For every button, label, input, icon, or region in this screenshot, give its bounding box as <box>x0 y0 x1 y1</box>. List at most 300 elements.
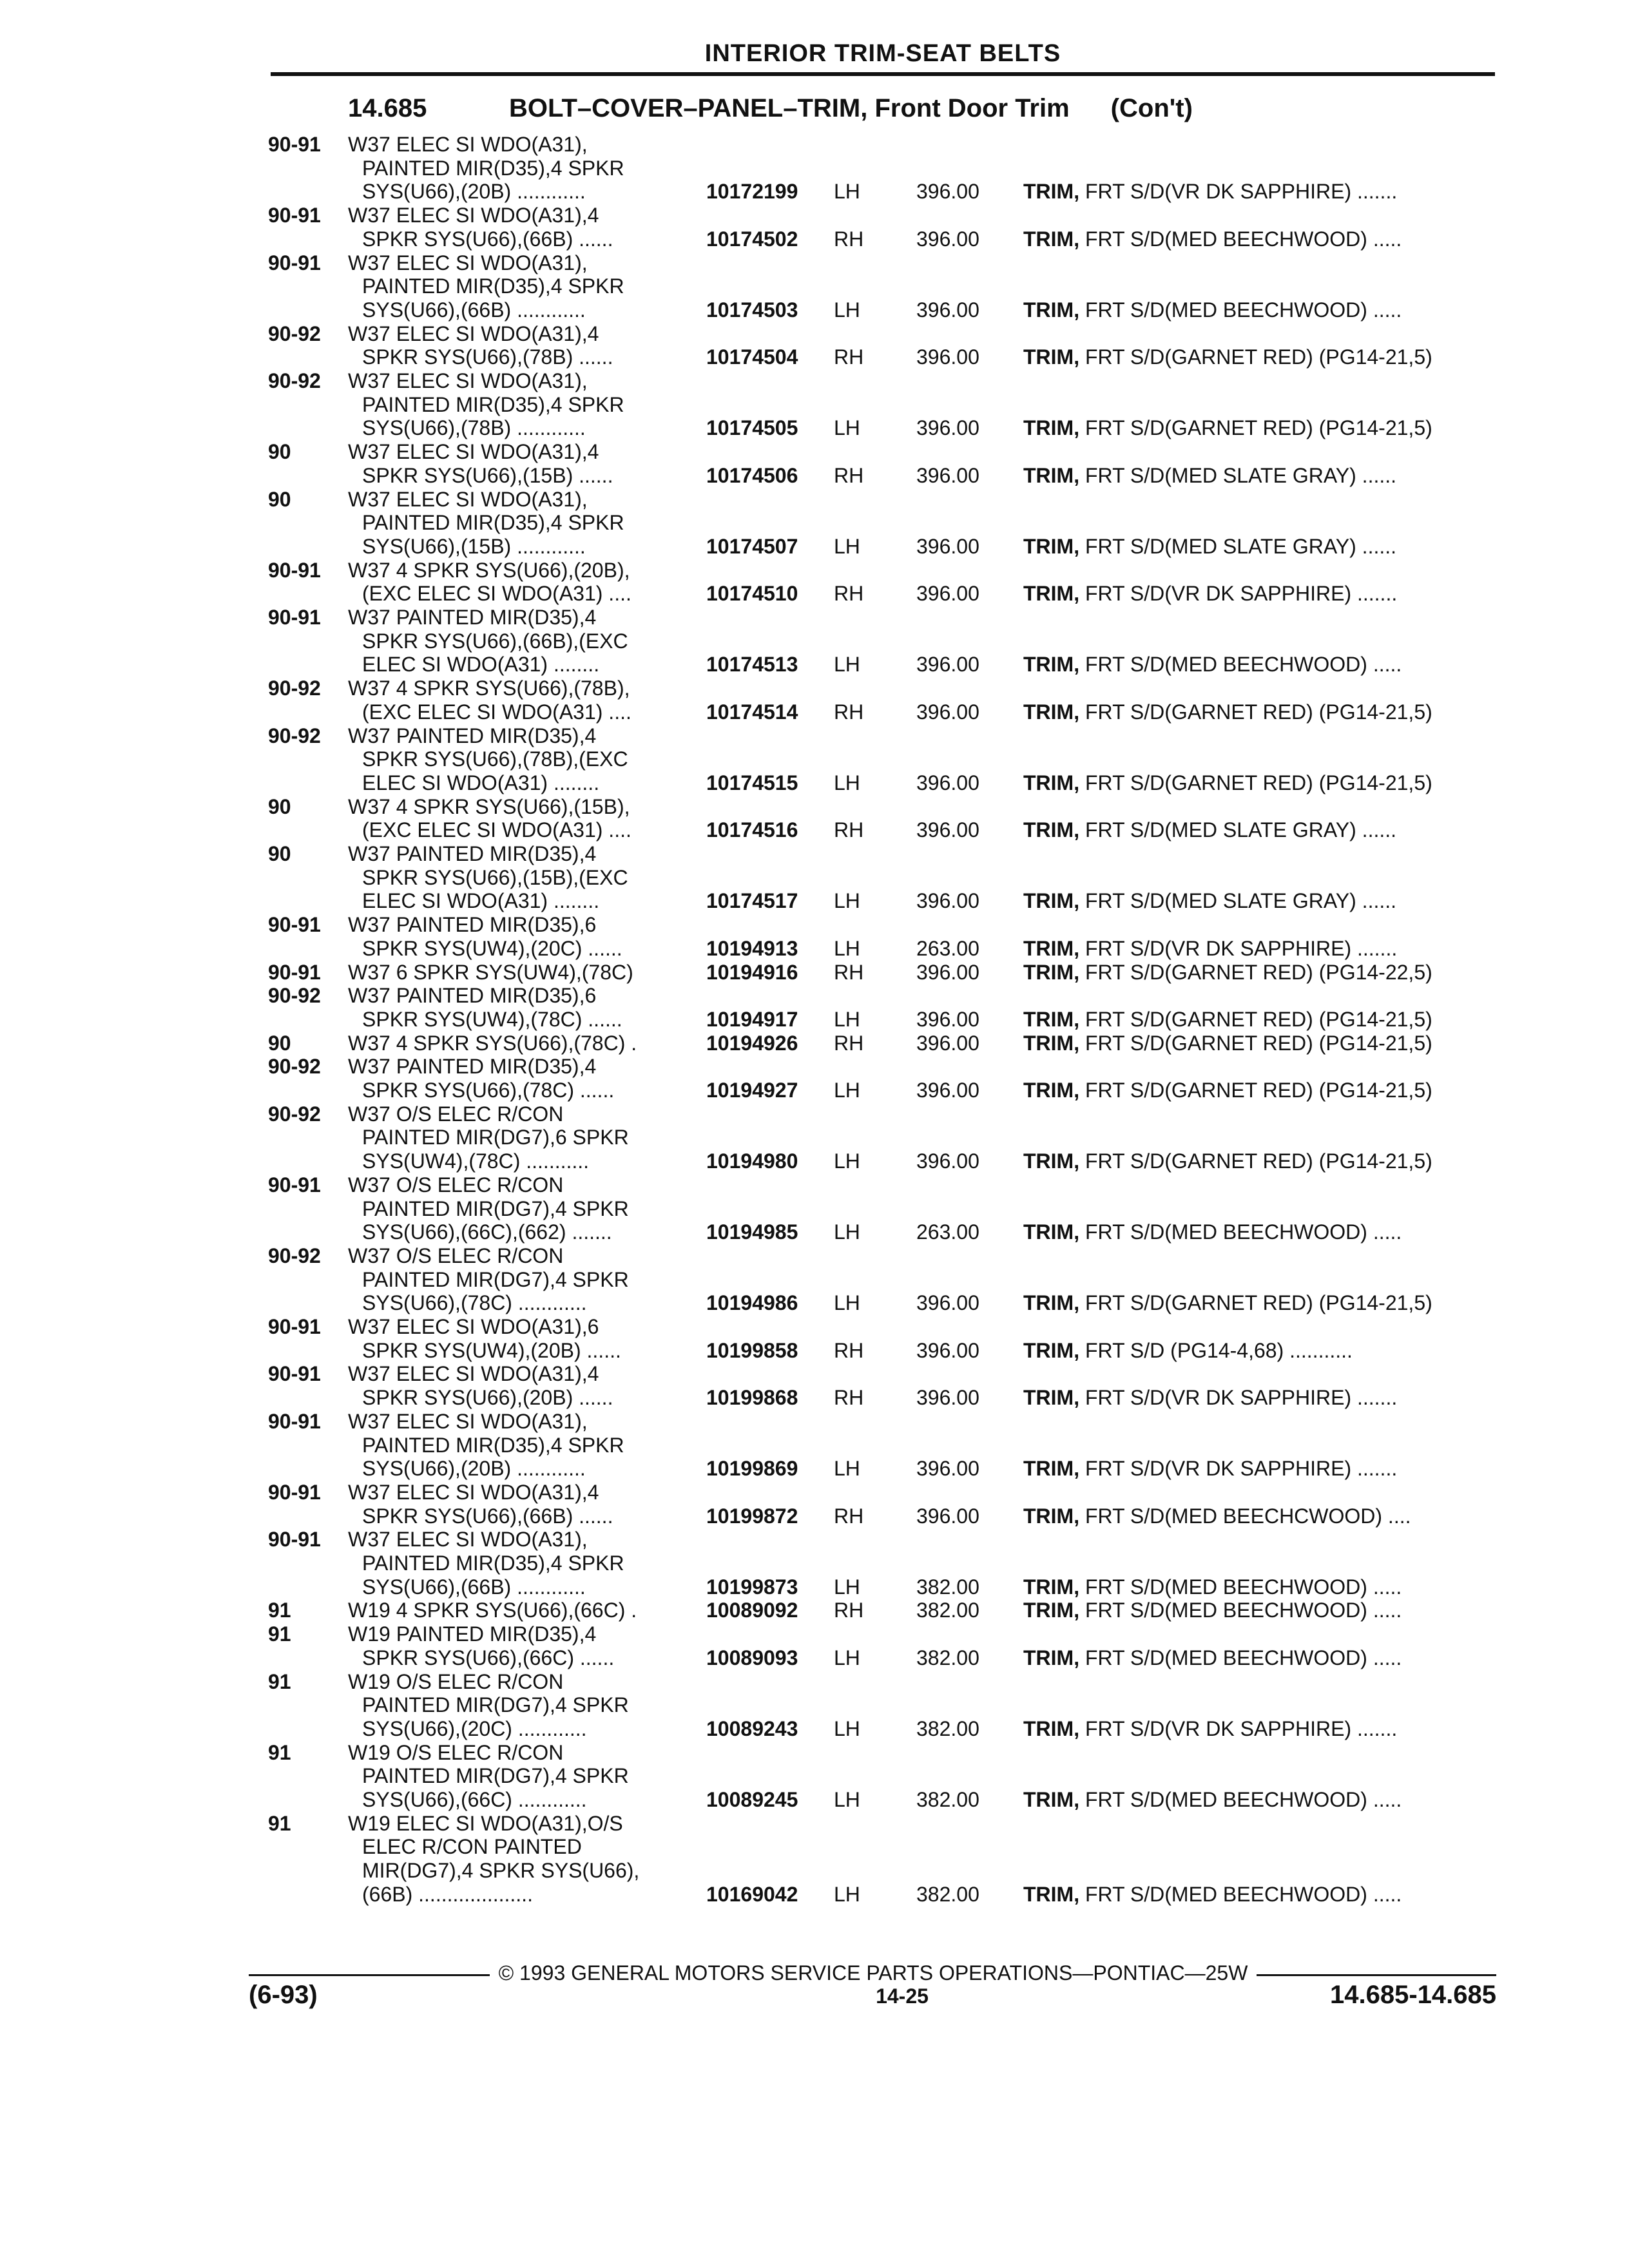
note-prefix: TRIM, <box>1023 960 1080 984</box>
model-years: 90-91 <box>268 133 321 156</box>
note-text: FRT S/D(MED SLATE GRAY) ...... <box>1079 534 1397 558</box>
quantity: 263.00 <box>916 1220 979 1244</box>
description-line: (66B) .................... <box>362 1882 533 1906</box>
part-number: 10194916 <box>706 960 798 984</box>
quantity: 396.00 <box>916 1149 979 1173</box>
part-number: 10174515 <box>706 771 798 794</box>
side: RH <box>834 463 864 487</box>
note-text: FRT S/D(GARNET RED) (PG14-22,5) <box>1079 960 1432 984</box>
description-line: SYS(U66),(20B) ............ <box>362 180 586 204</box>
side: LH <box>834 298 860 322</box>
part-number: 10169042 <box>706 1882 798 1906</box>
side: LH <box>834 180 860 204</box>
description-line: SPKR SYS(U66),(66B),(EXC <box>362 629 628 653</box>
side: LH <box>834 653 860 677</box>
model-years: 90-91 <box>268 1480 321 1504</box>
side: LH <box>834 1575 860 1599</box>
note <box>1023 298 1402 322</box>
quantity: 396.00 <box>916 1504 979 1528</box>
model-years: 90-92 <box>268 1055 321 1079</box>
description-line: ELEC SI WDO(A31) ........ <box>362 771 600 794</box>
model-years: 90-92 <box>268 369 321 392</box>
description-line: W37 O/S ELEC R/CON <box>348 1244 564 1267</box>
note-prefix: TRIM, <box>1023 818 1080 842</box>
description-line: PAINTED MIR(DG7),6 SPKR <box>362 1126 629 1149</box>
quantity: 396.00 <box>916 534 979 558</box>
note-prefix: TRIM, <box>1023 463 1080 487</box>
model-years: 90-92 <box>268 677 321 700</box>
description-line: PAINTED MIR(D35),4 SPKR <box>362 274 624 298</box>
model-years: 90-91 <box>268 606 321 629</box>
note-prefix: TRIM, <box>1023 1575 1080 1599</box>
note-prefix: TRIM, <box>1023 1031 1080 1055</box>
description-line: PAINTED MIR(D35),4 SPKR <box>362 392 624 416</box>
quantity: 396.00 <box>916 180 979 204</box>
quantity: 396.00 <box>916 700 979 724</box>
description-line: SYS(U66),(66B) ............ <box>362 1575 586 1599</box>
note-text: FRT S/D(MED BEECHWOOD) ..... <box>1079 1599 1402 1622</box>
note-prefix: TRIM, <box>1023 534 1080 558</box>
side: RH <box>834 960 864 984</box>
side: RH <box>834 700 864 724</box>
note-prefix: TRIM, <box>1023 771 1080 794</box>
description-line: ELEC SI WDO(A31) ........ <box>362 889 600 913</box>
description-line: SYS(U66),(66C) ............ <box>362 1788 587 1811</box>
description-line: W37 ELEC SI WDO(A31), <box>348 133 588 156</box>
note-text: FRT S/D(MED BEECHWOOD) ..... <box>1079 1788 1402 1811</box>
note-prefix: TRIM, <box>1023 1716 1080 1740</box>
description-line: SPKR SYS(U66),(66B) ...... <box>362 1504 613 1528</box>
description-line: W19 O/S ELEC R/CON <box>348 1740 564 1764</box>
description-line: PAINTED MIR(DG7),4 SPKR <box>362 1196 629 1220</box>
side: LH <box>834 1079 860 1102</box>
description-line: W19 O/S ELEC R/CON <box>348 1669 564 1693</box>
model-years: 90-92 <box>268 724 321 747</box>
note-text: FRT S/D(MED BEECHWOOD) ..... <box>1079 1646 1402 1669</box>
part-number: 10089243 <box>706 1716 798 1740</box>
description-line: W37 PAINTED MIR(D35),4 <box>348 842 597 865</box>
footer-rule-right <box>1257 1974 1496 1976</box>
side: RH <box>834 227 864 251</box>
quantity: 382.00 <box>916 1882 979 1906</box>
description-line: ELEC R/CON PAINTED <box>362 1835 582 1859</box>
note-prefix: TRIM, <box>1023 345 1080 369</box>
note <box>1023 345 1432 369</box>
description-line: SPKR SYS(UW4),(20B) ...... <box>362 1338 621 1362</box>
description-line: PAINTED MIR(D35),4 SPKR <box>362 1433 624 1457</box>
model-years: 90-92 <box>268 1102 321 1126</box>
description-line: W37 PAINTED MIR(D35),4 <box>348 724 597 747</box>
description-line: SPKR SYS(U66),(78B),(EXC <box>362 747 628 771</box>
note <box>1023 1646 1402 1669</box>
description-line: W37 PAINTED MIR(D35),4 <box>348 606 597 629</box>
part-number: 10194927 <box>706 1079 798 1102</box>
quantity: 396.00 <box>916 416 979 440</box>
side: RH <box>834 1338 864 1362</box>
description-line: SYS(UW4),(78C) ........... <box>362 1149 590 1173</box>
model-years: 90-92 <box>268 984 321 1008</box>
description-line: ELEC SI WDO(A31) ........ <box>362 653 600 677</box>
description-line: MIR(DG7),4 SPKR SYS(U66), <box>362 1859 640 1883</box>
note-text: FRT S/D(MED SLATE GRAY) ...... <box>1079 889 1397 913</box>
description-line: W37 ELEC SI WDO(A31),4 <box>348 1480 599 1504</box>
description-line: PAINTED MIR(DG7),4 SPKR <box>362 1267 629 1291</box>
description-line: W37 O/S ELEC R/CON <box>348 1173 564 1196</box>
description-line: W37 ELEC SI WDO(A31),4 <box>348 440 599 464</box>
quantity: 396.00 <box>916 1338 979 1362</box>
model-years: 90-91 <box>268 204 321 227</box>
note-text: FRT S/D(VR DK SAPPHIRE) ....... <box>1079 180 1398 204</box>
note <box>1023 416 1432 439</box>
note-prefix: TRIM, <box>1023 1504 1080 1528</box>
part-number: 10199873 <box>706 1575 798 1599</box>
note <box>1023 1504 1411 1528</box>
model-years: 90-91 <box>268 913 321 937</box>
footer-rule-left <box>249 1974 494 1976</box>
quantity: 396.00 <box>916 818 979 842</box>
side: RH <box>834 1386 864 1410</box>
side: LH <box>834 1716 860 1740</box>
note <box>1023 1008 1432 1031</box>
note <box>1023 1457 1397 1480</box>
note <box>1023 1149 1432 1173</box>
part-number: 10174502 <box>706 227 798 251</box>
note <box>1023 1883 1402 1906</box>
description-line: W37 ELEC SI WDO(A31), <box>348 1528 588 1552</box>
note-prefix: TRIM, <box>1023 1149 1080 1173</box>
part-number: 10174514 <box>706 700 798 724</box>
model-years: 90-91 <box>268 1528 321 1552</box>
description-line: SPKR SYS(UW4),(78C) ...... <box>362 1007 622 1031</box>
note <box>1023 535 1396 558</box>
description-line: PAINTED MIR(D35),4 SPKR <box>362 511 624 535</box>
note-prefix: TRIM, <box>1023 1882 1080 1906</box>
model-years: 90-91 <box>268 558 321 582</box>
note <box>1023 1339 1353 1362</box>
description-line: W37 4 SPKR SYS(U66),(20B), <box>348 558 630 582</box>
description-line: W37 4 SPKR SYS(U66),(78C) . <box>348 1031 637 1055</box>
quantity: 396.00 <box>916 1386 979 1410</box>
description-line: W37 ELEC SI WDO(A31),4 <box>348 322 599 345</box>
note <box>1023 1717 1397 1740</box>
quantity: 396.00 <box>916 1031 979 1055</box>
description-line: W37 ELEC SI WDO(A31), <box>348 251 588 274</box>
note-prefix: TRIM, <box>1023 298 1080 322</box>
note-text: FRT S/D(MED BEECHWOOD) ..... <box>1079 1220 1402 1244</box>
quantity: 396.00 <box>916 960 979 984</box>
note-prefix: TRIM, <box>1023 700 1080 724</box>
note-prefix: TRIM, <box>1023 1457 1080 1481</box>
note-prefix: TRIM, <box>1023 1291 1080 1315</box>
part-number: 10194913 <box>706 936 798 960</box>
description-line: PAINTED MIR(D35),4 SPKR <box>362 1552 624 1575</box>
model-years: 90-92 <box>268 1244 321 1267</box>
part-number: 10199869 <box>706 1457 798 1481</box>
note-text: FRT S/D(MED BEECHWOOD) ..... <box>1079 1575 1402 1599</box>
part-number: 10089093 <box>706 1646 798 1669</box>
note <box>1023 1788 1402 1811</box>
description-line: SYS(U66),(15B) ............ <box>362 534 586 558</box>
description-line: W37 O/S ELEC R/CON <box>348 1102 564 1126</box>
description-line: W37 ELEC SI WDO(A31), <box>348 1409 588 1433</box>
model-years: 91 <box>268 1599 291 1622</box>
note <box>1023 1079 1432 1102</box>
note-text: FRT S/D(MED SLATE GRAY) ...... <box>1079 818 1397 842</box>
note <box>1023 961 1432 984</box>
footer-range: 14.685-14.685 <box>1329 1981 1496 2009</box>
note-prefix: TRIM, <box>1023 416 1080 440</box>
note <box>1023 771 1432 794</box>
model-years: 90-91 <box>268 1173 321 1196</box>
part-number: 10174516 <box>706 818 798 842</box>
quantity: 396.00 <box>916 1457 979 1481</box>
side: LH <box>834 936 860 960</box>
note-prefix: TRIM, <box>1023 1079 1080 1102</box>
note-prefix: TRIM, <box>1023 936 1080 960</box>
description-line: SPKR SYS(U66),(78B) ...... <box>362 345 613 369</box>
model-years: 90 <box>268 842 291 865</box>
part-number: 10174505 <box>706 416 798 440</box>
quantity: 396.00 <box>916 227 979 251</box>
description-line: SPKR SYS(U66),(15B) ...... <box>362 463 613 487</box>
part-number: 10089092 <box>706 1599 798 1622</box>
note-prefix: TRIM, <box>1023 1338 1080 1362</box>
part-number: 10199872 <box>706 1504 798 1528</box>
note-prefix: TRIM, <box>1023 1646 1080 1669</box>
description-line: SYS(U66),(20C) ............ <box>362 1716 587 1740</box>
quantity: 396.00 <box>916 653 979 677</box>
note-text: FRT S/D (PG14-4,68) ........... <box>1079 1338 1353 1362</box>
note <box>1023 1599 1402 1622</box>
model-years: 90 <box>268 440 291 464</box>
model-years: 90-91 <box>268 1315 321 1338</box>
model-years: 90-91 <box>268 251 321 274</box>
note-prefix: TRIM, <box>1023 889 1080 913</box>
note-prefix: TRIM, <box>1023 1386 1080 1410</box>
quantity: 396.00 <box>916 889 979 913</box>
description-line: PAINTED MIR(DG7),4 SPKR <box>362 1764 629 1788</box>
note-text: FRT S/D(VR DK SAPPHIRE) ....... <box>1079 1716 1398 1740</box>
part-number: 10174504 <box>706 345 798 369</box>
side: RH <box>834 1504 864 1528</box>
description-line: SYS(U66),(78B) ............ <box>362 416 586 440</box>
side: LH <box>834 416 860 440</box>
description-line: SPKR SYS(U66),(15B),(EXC <box>362 865 628 889</box>
side: LH <box>834 1220 860 1244</box>
description-line: W37 ELEC SI WDO(A31),4 <box>348 204 599 227</box>
side: LH <box>834 1291 860 1315</box>
description-line: W37 PAINTED MIR(D35),6 <box>348 984 597 1008</box>
note-text: FRT S/D(GARNET RED) (PG14-21,5) <box>1079 771 1432 794</box>
quantity: 382.00 <box>916 1646 979 1669</box>
side: LH <box>834 1149 860 1173</box>
part-number: 10194985 <box>706 1220 798 1244</box>
description-line: SPKR SYS(U66),(20B) ...... <box>362 1386 613 1410</box>
description-line: SYS(U66),(66B) ............ <box>362 298 586 322</box>
note-text: FRT S/D(GARNET RED) (PG14-21,5) <box>1079 1031 1432 1055</box>
part-number: 10194917 <box>706 1007 798 1031</box>
side: RH <box>834 818 864 842</box>
side: RH <box>834 1599 864 1622</box>
note-text: FRT S/D(VR DK SAPPHIRE) ....... <box>1079 1457 1398 1481</box>
note <box>1023 464 1396 487</box>
part-number: 10174506 <box>706 463 798 487</box>
part-number: 10174507 <box>706 534 798 558</box>
model-years: 90 <box>268 487 291 511</box>
description-line: W37 4 SPKR SYS(U66),(15B), <box>348 794 630 818</box>
part-number: 10194926 <box>706 1031 798 1055</box>
part-number: 10194980 <box>706 1149 798 1173</box>
model-years: 91 <box>268 1811 291 1835</box>
side: LH <box>834 1007 860 1031</box>
note-text: FRT S/D(GARNET RED) (PG14-21,5) <box>1079 345 1432 369</box>
quantity: 382.00 <box>916 1599 979 1622</box>
part-number: 10174517 <box>706 889 798 913</box>
note-prefix: TRIM, <box>1023 653 1080 677</box>
note <box>1023 1220 1402 1244</box>
side: LH <box>834 1788 860 1811</box>
quantity: 263.00 <box>916 936 979 960</box>
note-text: FRT S/D(GARNET RED) (PG14-21,5) <box>1079 700 1432 724</box>
note-prefix: TRIM, <box>1023 1788 1080 1811</box>
note <box>1023 1575 1402 1599</box>
note-prefix: TRIM, <box>1023 180 1080 204</box>
note <box>1023 653 1402 676</box>
part-number: 10199868 <box>706 1386 798 1410</box>
page-header: INTERIOR TRIM-SEAT BELTS <box>704 40 1061 67</box>
part-number: 10172199 <box>706 180 798 204</box>
quantity: 382.00 <box>916 1716 979 1740</box>
note-text: FRT S/D(MED BEECHCWOOD) .... <box>1079 1504 1411 1528</box>
section-name: BOLT–COVER–PANEL–TRIM, Front Door Trim <box>509 94 1070 122</box>
note-prefix: TRIM, <box>1023 227 1080 251</box>
quantity: 396.00 <box>916 463 979 487</box>
side: LH <box>834 1457 860 1481</box>
description-line: SPKR SYS(U66),(66B) ...... <box>362 227 613 251</box>
quantity: 396.00 <box>916 771 979 794</box>
description-line: PAINTED MIR(D35),4 SPKR <box>362 156 624 180</box>
quantity: 396.00 <box>916 345 979 369</box>
note-prefix: TRIM, <box>1023 1007 1080 1031</box>
quantity: 382.00 <box>916 1575 979 1599</box>
quantity: 396.00 <box>916 1007 979 1031</box>
model-years: 90-91 <box>268 1362 321 1386</box>
model-years: 90 <box>268 794 291 818</box>
note <box>1023 937 1397 960</box>
note-text: FRT S/D(MED BEECHWOOD) ..... <box>1079 298 1402 322</box>
note-text: FRT S/D(GARNET RED) (PG14-21,5) <box>1079 1291 1432 1315</box>
note <box>1023 889 1396 912</box>
note-prefix: TRIM, <box>1023 1599 1080 1622</box>
description-line: W19 PAINTED MIR(D35),4 <box>348 1622 597 1646</box>
note-text: FRT S/D(MED BEECHWOOD) ..... <box>1079 1882 1402 1906</box>
note <box>1023 180 1397 203</box>
note-prefix: TRIM, <box>1023 582 1080 606</box>
note <box>1023 700 1432 724</box>
description-line: SPKR SYS(U66),(78C) ...... <box>362 1079 615 1102</box>
section-continued: (Con't) <box>1110 94 1193 122</box>
footer-date: (6-93) <box>249 1981 318 2009</box>
footer-page-number: 14-25 <box>876 1984 929 2008</box>
part-number: 10174513 <box>706 653 798 677</box>
description-line: (EXC ELEC SI WDO(A31) .... <box>362 818 631 842</box>
description-line: W37 PAINTED MIR(D35),6 <box>348 913 597 937</box>
quantity: 396.00 <box>916 582 979 606</box>
part-number: 10089245 <box>706 1788 798 1811</box>
side: LH <box>834 771 860 794</box>
note <box>1023 1032 1432 1055</box>
description-line: W37 6 SPKR SYS(UW4),(78C) <box>348 960 633 984</box>
description-line: W37 ELEC SI WDO(A31),6 <box>348 1315 599 1338</box>
model-years: 91 <box>268 1669 291 1693</box>
note <box>1023 1291 1432 1314</box>
description-line: W37 PAINTED MIR(D35),4 <box>348 1055 597 1079</box>
note-prefix: TRIM, <box>1023 1220 1080 1244</box>
part-number: 10174510 <box>706 582 798 606</box>
side: LH <box>834 1646 860 1669</box>
description-line: SPKR SYS(U66),(66C) ...... <box>362 1646 615 1669</box>
model-years: 90-92 <box>268 322 321 345</box>
quantity: 396.00 <box>916 1079 979 1102</box>
side: RH <box>834 345 864 369</box>
note-text: FRT S/D(VR DK SAPPHIRE) ....... <box>1079 936 1398 960</box>
side: LH <box>834 889 860 913</box>
note <box>1023 582 1397 605</box>
description-line: SYS(U66),(20B) ............ <box>362 1457 586 1481</box>
description-line: W19 4 SPKR SYS(U66),(66C) . <box>348 1599 637 1622</box>
description-line: W19 ELEC SI WDO(A31),O/S <box>348 1811 623 1835</box>
note-text: FRT S/D(VR DK SAPPHIRE) ....... <box>1079 1386 1398 1410</box>
quantity: 396.00 <box>916 1291 979 1315</box>
description-line: SPKR SYS(UW4),(20C) ...... <box>362 936 622 960</box>
note <box>1023 227 1402 251</box>
description-line: W37 ELEC SI WDO(A31), <box>348 369 588 392</box>
note-text: FRT S/D(GARNET RED) (PG14-21,5) <box>1079 1007 1432 1031</box>
description-line: SYS(U66),(78C) ............ <box>362 1291 587 1315</box>
note-text: FRT S/D(MED BEECHWOOD) ..... <box>1079 227 1402 251</box>
note <box>1023 818 1396 841</box>
note-text: FRT S/D(VR DK SAPPHIRE) ....... <box>1079 582 1398 606</box>
quantity: 396.00 <box>916 298 979 322</box>
model-years: 90-91 <box>268 960 321 984</box>
description-line: W37 ELEC SI WDO(A31), <box>348 487 588 511</box>
description-line: PAINTED MIR(DG7),4 SPKR <box>362 1693 629 1717</box>
note-text: FRT S/D(MED BEECHWOOD) ..... <box>1079 653 1402 677</box>
part-number: 10174503 <box>706 298 798 322</box>
note <box>1023 1386 1397 1409</box>
side: LH <box>834 534 860 558</box>
note-text: FRT S/D(GARNET RED) (PG14-21,5) <box>1079 1149 1432 1173</box>
model-years: 91 <box>268 1740 291 1764</box>
description-line: (EXC ELEC SI WDO(A31) .... <box>362 700 631 724</box>
part-number: 10194986 <box>706 1291 798 1315</box>
side: RH <box>834 1031 864 1055</box>
quantity: 382.00 <box>916 1788 979 1811</box>
model-years: 90-91 <box>268 1409 321 1433</box>
section-number: 14.685 <box>348 94 427 122</box>
model-years: 90 <box>268 1031 291 1055</box>
description-line: (EXC ELEC SI WDO(A31) .... <box>362 582 631 606</box>
note-text: FRT S/D(MED SLATE GRAY) ...... <box>1079 463 1397 487</box>
part-number: 10199858 <box>706 1338 798 1362</box>
description-line: SYS(U66),(66C),(662) ....... <box>362 1220 612 1244</box>
note-text: FRT S/D(GARNET RED) (PG14-21,5) <box>1079 416 1432 440</box>
description-line: W37 4 SPKR SYS(U66),(78B), <box>348 677 630 700</box>
footer-copyright: © 1993 GENERAL MOTORS SERVICE PARTS OPERATIONS—PONTIAC—25W <box>490 1961 1257 1985</box>
side: LH <box>834 1882 860 1906</box>
side: RH <box>834 582 864 606</box>
description-line: W37 ELEC SI WDO(A31),4 <box>348 1362 599 1386</box>
